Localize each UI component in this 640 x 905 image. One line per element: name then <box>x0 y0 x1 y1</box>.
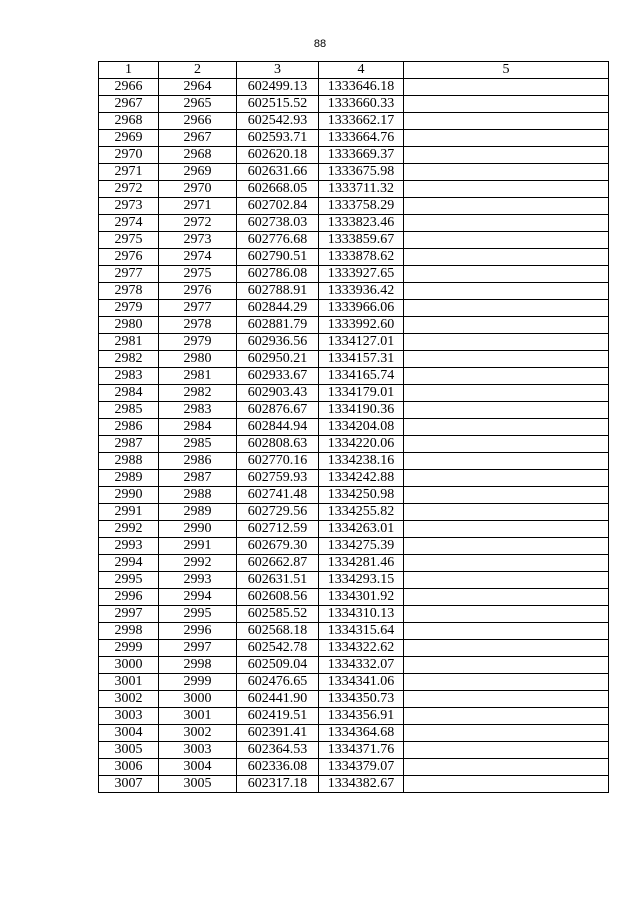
table-cell-col-4: 1334127.01 <box>319 334 404 351</box>
column-header-4: 4 <box>319 62 404 79</box>
table-cell-col-5 <box>404 640 609 657</box>
table-cell-col-4: 1334204.08 <box>319 419 404 436</box>
table-cell-col-5 <box>404 572 609 589</box>
table-cell-col-3: 602631.51 <box>237 572 319 589</box>
table-cell-col-5 <box>404 589 609 606</box>
table-cell-col-1: 2980 <box>99 317 159 334</box>
table-cell-col-1: 3004 <box>99 725 159 742</box>
table-cell-col-4: 1334356.91 <box>319 708 404 725</box>
table-cell-col-2: 2988 <box>159 487 237 504</box>
table-cell-col-3: 602499.13 <box>237 79 319 96</box>
table-cell-col-1: 2987 <box>99 436 159 453</box>
table-cell-col-4: 1334263.01 <box>319 521 404 538</box>
table-cell-col-2: 2979 <box>159 334 237 351</box>
table-cell-col-1: 2982 <box>99 351 159 368</box>
table-cell-col-5 <box>404 147 609 164</box>
table-cell-col-4: 1334190.36 <box>319 402 404 419</box>
table-cell-col-5 <box>404 215 609 232</box>
table-row <box>99 300 609 317</box>
table-row <box>99 640 609 657</box>
table-cell-col-1: 2968 <box>99 113 159 130</box>
table-cell-col-4: 1334281.46 <box>319 555 404 572</box>
table-cell-col-3: 602881.79 <box>237 317 319 334</box>
table-cell-col-2: 2982 <box>159 385 237 402</box>
table-cell-col-1: 2974 <box>99 215 159 232</box>
table-cell-col-1: 2994 <box>99 555 159 572</box>
table-cell-col-2: 2986 <box>159 453 237 470</box>
table-cell-col-5 <box>404 198 609 215</box>
table-cell-col-2: 2999 <box>159 674 237 691</box>
table-cell-col-3: 602844.29 <box>237 300 319 317</box>
table-cell-col-2: 2993 <box>159 572 237 589</box>
table-row <box>99 708 609 725</box>
table-cell-col-4: 1333878.62 <box>319 249 404 266</box>
table-row <box>99 572 609 589</box>
table-cell-col-3: 602712.59 <box>237 521 319 538</box>
table-cell-col-5 <box>404 402 609 419</box>
table-cell-col-5 <box>404 708 609 725</box>
table-cell-col-4: 1333936.42 <box>319 283 404 300</box>
table-cell-col-2: 2976 <box>159 283 237 300</box>
column-header-1: 1 <box>99 62 159 79</box>
column-header-5: 5 <box>404 62 609 79</box>
table-cell-col-1: 2989 <box>99 470 159 487</box>
table-cell-col-2: 2967 <box>159 130 237 147</box>
table-row <box>99 555 609 572</box>
table-row <box>99 776 609 793</box>
table-row <box>99 470 609 487</box>
table-cell-col-2: 2978 <box>159 317 237 334</box>
table-cell-col-1: 2993 <box>99 538 159 555</box>
table-cell-col-5 <box>404 691 609 708</box>
table-row <box>99 249 609 266</box>
table-cell-col-3: 602542.93 <box>237 113 319 130</box>
table-cell-col-1: 2970 <box>99 147 159 164</box>
table-cell-col-4: 1334301.92 <box>319 589 404 606</box>
table-row <box>99 147 609 164</box>
table-cell-col-4: 1334322.62 <box>319 640 404 657</box>
table-cell-col-5 <box>404 623 609 640</box>
table-cell-col-3: 602419.51 <box>237 708 319 725</box>
table-cell-col-4: 1334364.68 <box>319 725 404 742</box>
table-cell-col-5 <box>404 538 609 555</box>
table-cell-col-1: 2977 <box>99 266 159 283</box>
table-cell-col-4: 1334179.01 <box>319 385 404 402</box>
table-cell-col-4: 1334350.73 <box>319 691 404 708</box>
table-cell-col-2: 2965 <box>159 96 237 113</box>
table-cell-col-5 <box>404 368 609 385</box>
table-cell-col-3: 602620.18 <box>237 147 319 164</box>
table-cell-col-4: 1333966.06 <box>319 300 404 317</box>
table-cell-col-1: 3000 <box>99 657 159 674</box>
table-cell-col-4: 1333992.60 <box>319 317 404 334</box>
table-cell-col-4: 1333646.18 <box>319 79 404 96</box>
table-cell-col-5 <box>404 657 609 674</box>
table-cell-col-3: 602741.48 <box>237 487 319 504</box>
table-cell-col-2: 3000 <box>159 691 237 708</box>
table-cell-col-4: 1333927.65 <box>319 266 404 283</box>
table-cell-col-4: 1334165.74 <box>319 368 404 385</box>
table-cell-col-2: 2995 <box>159 606 237 623</box>
table-row <box>99 521 609 538</box>
table-cell-col-5 <box>404 334 609 351</box>
table-cell-col-5 <box>404 317 609 334</box>
table-cell-col-1: 2975 <box>99 232 159 249</box>
table-cell-col-1: 2971 <box>99 164 159 181</box>
table-cell-col-4: 1334341.06 <box>319 674 404 691</box>
table-cell-col-5 <box>404 164 609 181</box>
table-cell-col-1: 2988 <box>99 453 159 470</box>
column-header-3: 3 <box>237 62 319 79</box>
table-cell-col-5 <box>404 470 609 487</box>
table-cell-col-1: 2990 <box>99 487 159 504</box>
table-row <box>99 623 609 640</box>
table-cell-col-1: 2973 <box>99 198 159 215</box>
table-row <box>99 674 609 691</box>
table-cell-col-1: 3001 <box>99 674 159 691</box>
table-cell-col-3: 602738.03 <box>237 215 319 232</box>
table-cell-col-2: 2996 <box>159 623 237 640</box>
table-cell-col-5 <box>404 113 609 130</box>
table-cell-col-5 <box>404 487 609 504</box>
table-cell-col-5 <box>404 725 609 742</box>
table-cell-col-2: 2981 <box>159 368 237 385</box>
table-row <box>99 317 609 334</box>
table-cell-col-2: 3002 <box>159 725 237 742</box>
table-cell-col-5 <box>404 232 609 249</box>
table-row <box>99 164 609 181</box>
table-cell-col-2: 2991 <box>159 538 237 555</box>
table-cell-col-1: 2981 <box>99 334 159 351</box>
table-cell-col-5 <box>404 555 609 572</box>
table-row <box>99 606 609 623</box>
table-cell-col-5 <box>404 79 609 96</box>
table-cell-col-1: 2984 <box>99 385 159 402</box>
table-row <box>99 453 609 470</box>
table-row <box>99 402 609 419</box>
table-cell-col-4: 1334220.06 <box>319 436 404 453</box>
table-cell-col-2: 2994 <box>159 589 237 606</box>
column-header-2: 2 <box>159 62 237 79</box>
table-cell-col-5 <box>404 419 609 436</box>
table-row <box>99 283 609 300</box>
table-cell-col-2: 2969 <box>159 164 237 181</box>
table-cell-col-1: 2969 <box>99 130 159 147</box>
table-row <box>99 657 609 674</box>
table-cell-col-3: 602631.66 <box>237 164 319 181</box>
table-cell-col-1: 3005 <box>99 742 159 759</box>
table-cell-col-5 <box>404 351 609 368</box>
table-cell-col-1: 3006 <box>99 759 159 776</box>
table-cell-col-3: 602770.16 <box>237 453 319 470</box>
table-cell-col-2: 2973 <box>159 232 237 249</box>
table-cell-col-4: 1334250.98 <box>319 487 404 504</box>
table-cell-col-3: 602933.67 <box>237 368 319 385</box>
table-row <box>99 725 609 742</box>
table-cell-col-3: 602585.52 <box>237 606 319 623</box>
table-cell-col-4: 1334382.67 <box>319 776 404 793</box>
table-cell-col-3: 602790.51 <box>237 249 319 266</box>
table-cell-col-2: 2968 <box>159 147 237 164</box>
table-cell-col-2: 2980 <box>159 351 237 368</box>
table-cell-col-2: 2997 <box>159 640 237 657</box>
table-row <box>99 504 609 521</box>
table-cell-col-1: 2972 <box>99 181 159 198</box>
table-cell-col-3: 602702.84 <box>237 198 319 215</box>
table-cell-col-3: 602317.18 <box>237 776 319 793</box>
table-cell-col-1: 2999 <box>99 640 159 657</box>
table-cell-col-4: 1333758.29 <box>319 198 404 215</box>
table-cell-col-5 <box>404 130 609 147</box>
table-cell-col-1: 2997 <box>99 606 159 623</box>
table-cell-col-3: 602509.04 <box>237 657 319 674</box>
table-cell-col-3: 602876.67 <box>237 402 319 419</box>
table-cell-col-3: 602729.56 <box>237 504 319 521</box>
table-cell-col-1: 2986 <box>99 419 159 436</box>
table-cell-col-2: 2987 <box>159 470 237 487</box>
table-row <box>99 691 609 708</box>
table-row <box>99 334 609 351</box>
table-cell-col-5 <box>404 96 609 113</box>
page-number: 88 <box>313 38 327 50</box>
table-cell-col-3: 602788.91 <box>237 283 319 300</box>
table-cell-col-4: 1334293.15 <box>319 572 404 589</box>
table-header-row <box>99 62 609 79</box>
table-cell-col-2: 2984 <box>159 419 237 436</box>
table-cell-col-2: 2985 <box>159 436 237 453</box>
table-cell-col-4: 1334379.07 <box>319 759 404 776</box>
table-row <box>99 266 609 283</box>
table-cell-col-2: 3001 <box>159 708 237 725</box>
table-cell-col-4: 1333823.46 <box>319 215 404 232</box>
table-row <box>99 589 609 606</box>
table-row <box>99 351 609 368</box>
table-cell-col-3: 602668.05 <box>237 181 319 198</box>
table-cell-col-2: 2974 <box>159 249 237 266</box>
table-cell-col-5 <box>404 759 609 776</box>
table-cell-col-2: 2989 <box>159 504 237 521</box>
table-cell-col-3: 602679.30 <box>237 538 319 555</box>
table-cell-col-3: 602808.63 <box>237 436 319 453</box>
table-cell-col-1: 2998 <box>99 623 159 640</box>
table-cell-col-2: 2966 <box>159 113 237 130</box>
table-cell-col-1: 2967 <box>99 96 159 113</box>
table-row <box>99 130 609 147</box>
table-row <box>99 215 609 232</box>
table-cell-col-2: 2972 <box>159 215 237 232</box>
table-cell-col-3: 602364.53 <box>237 742 319 759</box>
table-cell-col-5 <box>404 674 609 691</box>
table-row <box>99 385 609 402</box>
table-cell-col-3: 602786.08 <box>237 266 319 283</box>
table-cell-col-5 <box>404 776 609 793</box>
table-cell-col-5 <box>404 300 609 317</box>
table-cell-col-5 <box>404 453 609 470</box>
table-cell-col-5 <box>404 181 609 198</box>
table-row <box>99 436 609 453</box>
table-cell-col-2: 3005 <box>159 776 237 793</box>
table-cell-col-4: 1334310.13 <box>319 606 404 623</box>
table-cell-col-2: 2970 <box>159 181 237 198</box>
table-cell-col-3: 602441.90 <box>237 691 319 708</box>
table-cell-col-2: 2975 <box>159 266 237 283</box>
table-cell-col-1: 3007 <box>99 776 159 793</box>
table-row <box>99 419 609 436</box>
table-cell-col-2: 2998 <box>159 657 237 674</box>
table-row <box>99 742 609 759</box>
table-row <box>99 232 609 249</box>
table-cell-col-3: 602336.08 <box>237 759 319 776</box>
table-cell-col-5 <box>404 521 609 538</box>
table-cell-col-4: 1333711.32 <box>319 181 404 198</box>
table-cell-col-3: 602593.71 <box>237 130 319 147</box>
table-row <box>99 113 609 130</box>
table-cell-col-1: 2995 <box>99 572 159 589</box>
table-row <box>99 181 609 198</box>
table-cell-col-2: 3004 <box>159 759 237 776</box>
table-cell-col-1: 2991 <box>99 504 159 521</box>
table-cell-col-2: 2992 <box>159 555 237 572</box>
table-row <box>99 96 609 113</box>
table-cell-col-3: 602391.41 <box>237 725 319 742</box>
table-cell-col-5 <box>404 385 609 402</box>
table-cell-col-5 <box>404 742 609 759</box>
table-cell-col-3: 602515.52 <box>237 96 319 113</box>
table-cell-col-3: 602608.56 <box>237 589 319 606</box>
table-cell-col-1: 2983 <box>99 368 159 385</box>
table-cell-col-1: 2992 <box>99 521 159 538</box>
table-cell-col-5 <box>404 249 609 266</box>
table-cell-col-2: 2977 <box>159 300 237 317</box>
table-cell-col-4: 1334238.16 <box>319 453 404 470</box>
table-cell-col-2: 2990 <box>159 521 237 538</box>
table-cell-col-3: 602542.78 <box>237 640 319 657</box>
table-cell-col-1: 3002 <box>99 691 159 708</box>
table-cell-col-2: 3003 <box>159 742 237 759</box>
table-cell-col-4: 1333675.98 <box>319 164 404 181</box>
table-cell-col-5 <box>404 266 609 283</box>
table-cell-col-5 <box>404 504 609 521</box>
table-cell-col-1: 2996 <box>99 589 159 606</box>
table-cell-col-4: 1333660.33 <box>319 96 404 113</box>
table-cell-col-3: 602950.21 <box>237 351 319 368</box>
table-cell-col-4: 1334255.82 <box>319 504 404 521</box>
table-cell-col-4: 1333662.17 <box>319 113 404 130</box>
table-cell-col-3: 602568.18 <box>237 623 319 640</box>
table-cell-col-3: 602903.43 <box>237 385 319 402</box>
table-cell-col-5 <box>404 283 609 300</box>
table-row <box>99 79 609 96</box>
table-cell-col-5 <box>404 606 609 623</box>
table-cell-col-3: 602936.56 <box>237 334 319 351</box>
table-cell-col-3: 602776.68 <box>237 232 319 249</box>
table-cell-col-1: 3003 <box>99 708 159 725</box>
table-row <box>99 759 609 776</box>
table-cell-col-4: 1333664.76 <box>319 130 404 147</box>
table-cell-col-4: 1334315.64 <box>319 623 404 640</box>
table-body <box>99 79 609 793</box>
table-cell-col-1: 2976 <box>99 249 159 266</box>
table-cell-col-5 <box>404 436 609 453</box>
table-cell-col-4: 1333669.37 <box>319 147 404 164</box>
table-cell-col-2: 2983 <box>159 402 237 419</box>
table-row <box>99 198 609 215</box>
table-cell-col-4: 1334242.88 <box>319 470 404 487</box>
coordinates-table <box>98 61 609 793</box>
table-cell-col-3: 602844.94 <box>237 419 319 436</box>
table-cell-col-3: 602476.65 <box>237 674 319 691</box>
table-cell-col-4: 1334332.07 <box>319 657 404 674</box>
table-cell-col-1: 2985 <box>99 402 159 419</box>
table-cell-col-2: 2964 <box>159 79 237 96</box>
table-cell-col-2: 2971 <box>159 198 237 215</box>
table-cell-col-1: 2966 <box>99 79 159 96</box>
table-cell-col-4: 1334371.76 <box>319 742 404 759</box>
table-row <box>99 368 609 385</box>
table-cell-col-3: 602759.93 <box>237 470 319 487</box>
table-row <box>99 487 609 504</box>
table-cell-col-3: 602662.87 <box>237 555 319 572</box>
table-cell-col-4: 1334157.31 <box>319 351 404 368</box>
table-cell-col-1: 2979 <box>99 300 159 317</box>
table-cell-col-4: 1334275.39 <box>319 538 404 555</box>
table-cell-col-1: 2978 <box>99 283 159 300</box>
table-row <box>99 538 609 555</box>
table-cell-col-4: 1333859.67 <box>319 232 404 249</box>
